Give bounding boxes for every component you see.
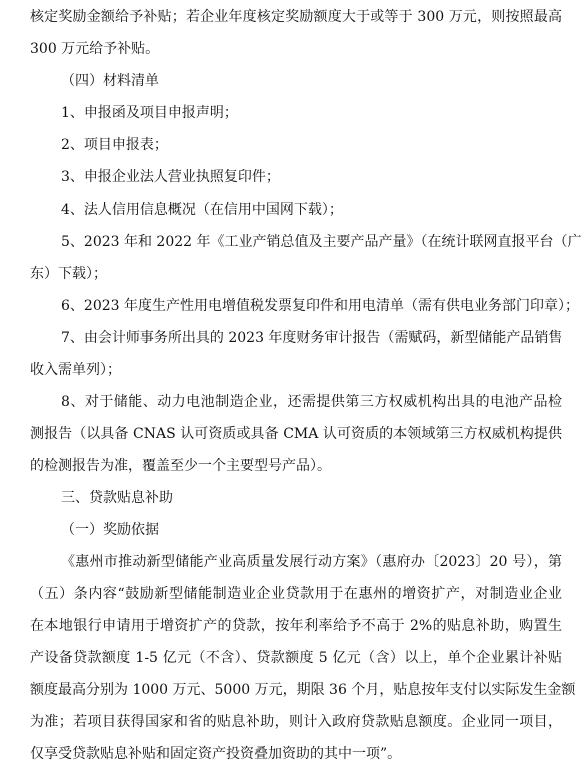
- list-item: 3、申报企业法人营业执照复印件；: [61, 169, 280, 185]
- list-item: 7、由会计师事务所出具的 2023 年度财务审计报告（需赋码，新型储能产品销售: [61, 330, 563, 346]
- list-item: 4、法人信用信息概况（在信用中国网下载）；: [61, 202, 343, 218]
- text-line: 在本地银行申请用于增资扩产的贷款，按年利率给予不高于 2%的贴息补助，购置生: [30, 618, 562, 634]
- text-line: 产设备贷款额度 1-5 亿元（不含）、贷款额度 5 亿元（含）以上，单个企业累计补贴: [30, 650, 562, 666]
- text-line: 收入需单列）；: [30, 362, 121, 378]
- text-line: 的检测报告为准，覆盖至少一个主要型号产品）。: [30, 458, 331, 474]
- text-line: 300 万元给予补贴。: [30, 41, 160, 57]
- section-heading: 三、贷款贴息补助: [61, 490, 173, 506]
- text-line: 为准；若项目获得国家和省的贴息补助，则计入政府贷款贴息额度。企业同一项目，: [30, 714, 562, 730]
- subsection-heading: （一）奖励依据: [61, 522, 159, 538]
- text-line: 核定奖励金额给予补贴；若企业年度核定奖励额度大于或等于 300 万元，则按照最高: [30, 9, 562, 25]
- text-line: （五）条内容“鼓励新型储能制造业企业贷款用于在惠州的增资扩产，对制造业企业: [30, 586, 562, 602]
- list-item: 8、对于储能、动力电池制造企业，还需提供第三方权威机构出具的电池产品检: [61, 394, 562, 410]
- list-item: 5、2023 年和 2022 年《工业产销总值及主要产品产量》（在统计联网直报平台（广: [61, 234, 582, 250]
- text-line: 东）下载）；: [30, 266, 107, 282]
- list-item: 2、项目申报表；: [61, 137, 168, 153]
- list-item: 6、2023 年度生产性用电增值税发票复印件和用电清单（需有供电业务部门印章）；: [61, 298, 579, 314]
- text-line: 额度最高分别为 1000 万元、5000 万元，期限 36 个月，贴息按年支付以实际发生金额: [30, 682, 576, 698]
- text-line: 仅享受贷款贴息补贴和固定资产投资叠加资助的其中一项”。: [30, 746, 402, 762]
- section-heading: （四）材料清单: [61, 73, 159, 89]
- list-item: 1、申报函及项目申报声明；: [61, 105, 238, 121]
- text-line: 《惠州市推动新型储能产业高质量发展行动方案》（惠府办〔2023〕20 号），第: [61, 554, 562, 570]
- text-line: 测报告（以具备 CNAS 认可资质或具备 CMA 认可资质的本领域第三方权威机构提供: [30, 426, 562, 442]
